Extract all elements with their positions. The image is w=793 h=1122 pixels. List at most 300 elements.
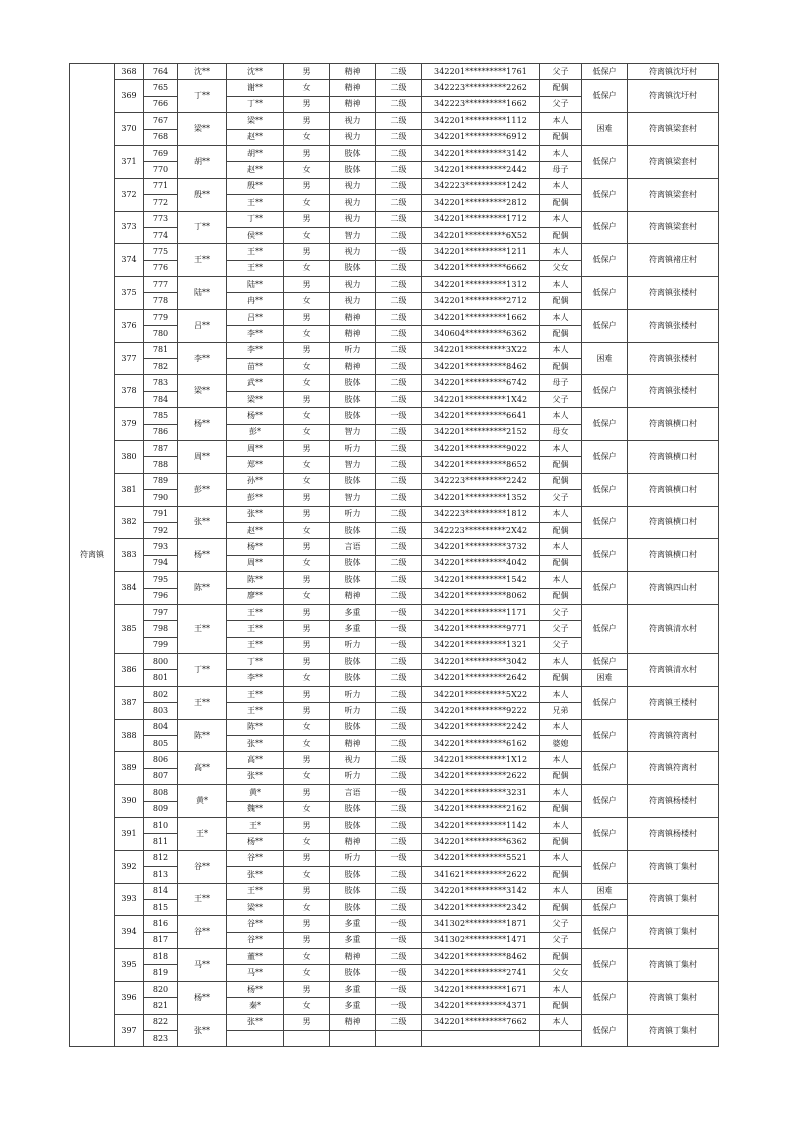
gender-cell: 男 [284, 850, 330, 866]
disability-level-cell: 二级 [376, 64, 422, 80]
relation-cell: 本人 [540, 277, 582, 293]
table-row [70, 850, 719, 866]
id-number-cell: 342201**********7662 [422, 1014, 540, 1030]
id-number-cell: 342201**********1671 [422, 981, 540, 997]
gender-cell: 男 [284, 64, 330, 80]
gender-cell: 男 [284, 244, 330, 260]
person-no-cell: 807 [144, 768, 178, 784]
member-name-cell: 马** [227, 965, 284, 981]
id-number-cell: 342201**********1171 [422, 604, 540, 620]
aid-type-cell: 低保户 [582, 949, 628, 982]
id-number-cell: 342201**********8462 [422, 949, 540, 965]
member-name-cell: 王** [227, 883, 284, 899]
member-name-cell: 黄* [227, 785, 284, 801]
household-head-cell: 梁** [178, 113, 227, 146]
member-name-cell: 谷** [227, 850, 284, 866]
household-no-cell: 377 [115, 342, 144, 375]
household-no-cell: 391 [115, 817, 144, 850]
household-head-cell: 殷** [178, 178, 227, 211]
id-number-cell: 342201**********5521 [422, 850, 540, 866]
gender-cell: 女 [284, 162, 330, 178]
village-cell: 符离镇张楼村 [628, 309, 719, 342]
gender-cell: 女 [284, 293, 330, 309]
gender-cell: 女 [284, 195, 330, 211]
person-no-cell: 788 [144, 457, 178, 473]
relation-cell: 配偶 [540, 998, 582, 1014]
disability-type-cell: 肢体 [330, 572, 376, 588]
gender-cell: 男 [284, 178, 330, 194]
id-number-cell: 342201**********5X22 [422, 686, 540, 702]
household-no-cell: 383 [115, 539, 144, 572]
disability-level-cell: 二级 [376, 801, 422, 817]
village-cell: 符离镇褚庄村 [628, 244, 719, 277]
member-name-cell: 梁** [227, 113, 284, 129]
member-name-cell: 周** [227, 440, 284, 456]
id-number-cell: 342201**********2712 [422, 293, 540, 309]
household-head-cell: 丁** [178, 211, 227, 244]
disability-level-cell: 二级 [376, 670, 422, 686]
relation-cell: 配偶 [540, 293, 582, 309]
disability-level-cell: 一级 [376, 244, 422, 260]
member-name-cell: 董** [227, 949, 284, 965]
member-name-cell: 周** [227, 555, 284, 571]
disability-type-cell: 听力 [330, 440, 376, 456]
table-row [70, 670, 719, 686]
person-no-cell: 787 [144, 440, 178, 456]
gender-cell: 男 [284, 506, 330, 522]
person-no-cell: 821 [144, 998, 178, 1014]
member-name-cell: 谷** [227, 916, 284, 932]
id-number-cell: 342201**********2342 [422, 899, 540, 915]
gender-cell: 女 [284, 736, 330, 752]
id-number-cell: 342201**********6X52 [422, 227, 540, 243]
household-head-cell: 杨** [178, 539, 227, 572]
disability-level-cell: 二级 [376, 277, 422, 293]
member-name-cell: 杨** [227, 981, 284, 997]
relation-cell: 配偶 [540, 555, 582, 571]
gender-cell: 男 [284, 113, 330, 129]
aid-type-cell: 困难 [582, 342, 628, 375]
disability-type-cell: 肢体 [330, 965, 376, 981]
household-head-cell: 王** [178, 244, 227, 277]
disability-type-cell: 肢体 [330, 670, 376, 686]
disability-level-cell: 二级 [376, 768, 422, 784]
gender-cell: 女 [284, 801, 330, 817]
disability-type-cell: 听力 [330, 506, 376, 522]
member-name-cell: 王** [227, 637, 284, 653]
disability-type-cell: 肢体 [330, 391, 376, 407]
gender-cell: 女 [284, 555, 330, 571]
person-no-cell: 774 [144, 227, 178, 243]
id-number-cell: 342201**********3142 [422, 145, 540, 161]
gender-cell: 女 [284, 949, 330, 965]
disability-type-cell: 视力 [330, 293, 376, 309]
id-number-cell: 342223**********2X42 [422, 522, 540, 538]
disability-level-cell: 一级 [376, 965, 422, 981]
disability-type-cell: 视力 [330, 178, 376, 194]
id-number-cell: 342201**********1761 [422, 64, 540, 80]
member-name-cell: 李** [227, 342, 284, 358]
person-no-cell: 769 [144, 145, 178, 161]
relation-cell [540, 1031, 582, 1047]
person-no-cell: 818 [144, 949, 178, 965]
village-cell: 符离镇梁套村 [628, 145, 719, 178]
relation-cell: 本人 [540, 752, 582, 768]
person-no-cell: 780 [144, 326, 178, 342]
village-cell: 符离镇梁套村 [628, 113, 719, 146]
disability-level-cell: 二级 [376, 113, 422, 129]
id-number-cell: 342201**********3042 [422, 654, 540, 670]
disability-type-cell: 肢体 [330, 162, 376, 178]
id-number-cell: 342201**********3X22 [422, 342, 540, 358]
gender-cell: 男 [284, 686, 330, 702]
household-head-cell: 张** [178, 506, 227, 539]
disability-level-cell: 一级 [376, 981, 422, 997]
relation-cell: 配偶 [540, 80, 582, 96]
id-number-cell [422, 1031, 540, 1047]
id-number-cell: 342223**********1812 [422, 506, 540, 522]
village-cell: 符离镇沈圩村 [628, 80, 719, 113]
relation-cell: 本人 [540, 145, 582, 161]
id-number-cell: 342201**********9022 [422, 440, 540, 456]
disability-level-cell: 二级 [376, 391, 422, 407]
person-no-cell: 792 [144, 522, 178, 538]
id-number-cell: 342201**********8652 [422, 457, 540, 473]
gender-cell: 男 [284, 572, 330, 588]
village-cell: 符离镇丁集村 [628, 850, 719, 883]
household-no-cell: 375 [115, 277, 144, 310]
village-cell: 符离镇王楼村 [628, 686, 719, 719]
disability-type-cell: 视力 [330, 129, 376, 145]
village-cell: 符离镇横口村 [628, 473, 719, 506]
person-no-cell: 819 [144, 965, 178, 981]
relation-cell: 本人 [540, 506, 582, 522]
disability-type-cell: 精神 [330, 834, 376, 850]
person-no-cell: 805 [144, 736, 178, 752]
person-no-cell: 781 [144, 342, 178, 358]
table-row [70, 817, 719, 833]
gender-cell: 男 [284, 932, 330, 948]
disability-type-cell: 精神 [330, 96, 376, 112]
person-no-cell: 814 [144, 883, 178, 899]
disability-level-cell: 二级 [376, 211, 422, 227]
disability-level-cell [376, 1031, 422, 1047]
id-number-cell: 342201**********1321 [422, 637, 540, 653]
relation-cell: 配偶 [540, 801, 582, 817]
person-no-cell: 804 [144, 719, 178, 735]
person-no-cell: 777 [144, 277, 178, 293]
gender-cell: 女 [284, 998, 330, 1014]
relation-cell: 本人 [540, 1014, 582, 1030]
member-name-cell: 殷** [227, 178, 284, 194]
disability-type-cell: 肢体 [330, 522, 376, 538]
gender-cell: 女 [284, 473, 330, 489]
person-no-cell: 786 [144, 424, 178, 440]
disability-type-cell: 肢体 [330, 145, 376, 161]
person-no-cell: 816 [144, 916, 178, 932]
disability-level-cell: 二级 [376, 654, 422, 670]
person-no-cell: 775 [144, 244, 178, 260]
household-head-cell: 高** [178, 752, 227, 785]
member-name-cell: 高** [227, 752, 284, 768]
disability-type-cell: 肢体 [330, 801, 376, 817]
household-no-cell: 381 [115, 473, 144, 506]
household-head-cell: 丁** [178, 654, 227, 687]
aid-type-cell: 低保户 [582, 375, 628, 408]
aid-type-cell: 低保户 [582, 506, 628, 539]
id-number-cell: 342223**********2242 [422, 473, 540, 489]
person-no-cell: 811 [144, 834, 178, 850]
aid-type-cell: 低保户 [582, 981, 628, 1014]
relation-cell: 配偶 [540, 227, 582, 243]
person-no-cell: 779 [144, 309, 178, 325]
table-row [70, 244, 719, 260]
member-name-cell: 杨** [227, 539, 284, 555]
disability-type-cell: 听力 [330, 686, 376, 702]
gender-cell: 男 [284, 145, 330, 161]
household-no-cell: 393 [115, 883, 144, 916]
id-number-cell: 342201**********9222 [422, 703, 540, 719]
gender-cell: 男 [284, 309, 330, 325]
gender-cell: 女 [284, 326, 330, 342]
gender-cell: 女 [284, 80, 330, 96]
village-cell: 符离镇横口村 [628, 506, 719, 539]
member-name-cell: 赵** [227, 129, 284, 145]
relation-cell: 配偶 [540, 359, 582, 375]
gender-cell: 男 [284, 883, 330, 899]
disability-level-cell: 二级 [376, 359, 422, 375]
village-cell: 符离镇丁集村 [628, 1014, 719, 1047]
disability-type-cell: 言语 [330, 785, 376, 801]
relation-cell: 本人 [540, 850, 582, 866]
gender-cell: 女 [284, 129, 330, 145]
household-no-cell: 369 [115, 80, 144, 113]
member-name-cell: 梁** [227, 391, 284, 407]
disability-level-cell: 二级 [376, 375, 422, 391]
disability-level-cell: 二级 [376, 899, 422, 915]
household-head-cell: 谷** [178, 850, 227, 883]
household-head-cell: 陈** [178, 719, 227, 752]
relation-cell: 本人 [540, 785, 582, 801]
household-no-cell: 394 [115, 916, 144, 949]
disability-type-cell: 听力 [330, 850, 376, 866]
person-no-cell: 791 [144, 506, 178, 522]
relation-cell: 本人 [540, 572, 582, 588]
gender-cell: 女 [284, 408, 330, 424]
person-no-cell: 798 [144, 621, 178, 637]
disability-level-cell: 二级 [376, 703, 422, 719]
village-cell: 符离镇张楼村 [628, 342, 719, 375]
aid-type-cell: 低保户 [582, 1014, 628, 1047]
member-name-cell: 苗** [227, 359, 284, 375]
disability-level-cell: 二级 [376, 506, 422, 522]
person-no-cell: 800 [144, 654, 178, 670]
disability-type-cell: 智力 [330, 424, 376, 440]
person-no-cell: 820 [144, 981, 178, 997]
id-number-cell: 342201**********2741 [422, 965, 540, 981]
village-cell: 符离镇杨楼村 [628, 817, 719, 850]
member-name-cell: 陆** [227, 277, 284, 293]
town-cell: 符离镇 [70, 64, 115, 1047]
relation-cell: 父女 [540, 965, 582, 981]
household-no-cell: 371 [115, 145, 144, 178]
member-name-cell: 张** [227, 506, 284, 522]
gender-cell: 女 [284, 588, 330, 604]
village-cell: 符离镇丁集村 [628, 883, 719, 916]
id-number-cell: 342201**********1312 [422, 277, 540, 293]
person-no-cell: 810 [144, 817, 178, 833]
person-no-cell: 823 [144, 1031, 178, 1047]
member-name-cell: 冉** [227, 293, 284, 309]
disability-type-cell: 视力 [330, 211, 376, 227]
table-row [70, 342, 719, 358]
person-no-cell: 817 [144, 932, 178, 948]
aid-type-cell: 低保户 [582, 916, 628, 949]
member-name-cell: 王** [227, 260, 284, 276]
relation-cell: 本人 [540, 440, 582, 456]
disability-type-cell: 智力 [330, 457, 376, 473]
id-number-cell: 342201**********1662 [422, 309, 540, 325]
disability-type-cell [330, 1031, 376, 1047]
id-number-cell: 342201**********4371 [422, 998, 540, 1014]
relation-cell: 本人 [540, 342, 582, 358]
member-name-cell: 张** [227, 867, 284, 883]
disability-level-cell: 二级 [376, 588, 422, 604]
aid-type-cell: 困难 [582, 883, 628, 899]
disability-level-cell: 二级 [376, 178, 422, 194]
aid-type-cell: 低保户 [582, 817, 628, 850]
member-name-cell: 梁** [227, 899, 284, 915]
id-number-cell: 342223**********1662 [422, 96, 540, 112]
person-no-cell: 785 [144, 408, 178, 424]
relation-cell: 配偶 [540, 129, 582, 145]
relation-cell: 配偶 [540, 473, 582, 489]
village-cell: 符离镇梁套村 [628, 211, 719, 244]
household-head-cell: 沈** [178, 64, 227, 80]
id-number-cell: 342201**********1211 [422, 244, 540, 260]
id-number-cell: 342201**********1112 [422, 113, 540, 129]
household-head-cell: 马** [178, 949, 227, 982]
member-name-cell: 沈** [227, 64, 284, 80]
disability-level-cell: 一级 [376, 637, 422, 653]
id-number-cell: 342201**********6641 [422, 408, 540, 424]
disability-type-cell: 多重 [330, 998, 376, 1014]
relation-cell: 配偶 [540, 949, 582, 965]
disability-level-cell: 二级 [376, 555, 422, 571]
table-row [70, 80, 719, 96]
disability-level-cell: 二级 [376, 752, 422, 768]
village-cell: 符离镇沈圩村 [628, 64, 719, 80]
gender-cell: 女 [284, 834, 330, 850]
member-name-cell: 王** [227, 621, 284, 637]
member-name-cell: 胡** [227, 145, 284, 161]
gender-cell: 女 [284, 899, 330, 915]
gender-cell: 女 [284, 719, 330, 735]
person-no-cell: 793 [144, 539, 178, 555]
disability-level-cell: 二级 [376, 309, 422, 325]
household-no-cell: 380 [115, 440, 144, 473]
member-name-cell: 张** [227, 1014, 284, 1030]
disability-level-cell: 一级 [376, 604, 422, 620]
person-no-cell: 770 [144, 162, 178, 178]
household-no-cell: 387 [115, 686, 144, 719]
disability-type-cell: 精神 [330, 326, 376, 342]
disability-level-cell: 二级 [376, 473, 422, 489]
village-cell: 符离镇丁集村 [628, 981, 719, 1014]
gender-cell: 男 [284, 490, 330, 506]
household-no-cell: 370 [115, 113, 144, 146]
disability-level-cell: 二级 [376, 817, 422, 833]
disability-level-cell: 一级 [376, 916, 422, 932]
person-no-cell: 784 [144, 391, 178, 407]
disability-type-cell: 肢体 [330, 654, 376, 670]
gender-cell: 男 [284, 637, 330, 653]
member-name-cell: 丁** [227, 654, 284, 670]
village-cell: 符离镇张楼村 [628, 375, 719, 408]
disability-type-cell: 精神 [330, 736, 376, 752]
disability-type-cell: 肢体 [330, 473, 376, 489]
household-head-cell: 杨** [178, 981, 227, 1014]
id-number-cell: 342201**********2812 [422, 195, 540, 211]
household-head-cell: 王* [178, 817, 227, 850]
household-no-cell: 385 [115, 604, 144, 653]
relation-cell: 配偶 [540, 457, 582, 473]
household-no-cell: 395 [115, 949, 144, 982]
household-no-cell: 379 [115, 408, 144, 441]
table-row [70, 408, 719, 424]
disability-level-cell: 二级 [376, 949, 422, 965]
disability-level-cell: 二级 [376, 719, 422, 735]
relation-cell: 本人 [540, 244, 582, 260]
gender-cell: 男 [284, 981, 330, 997]
id-number-cell: 342201**********6912 [422, 129, 540, 145]
household-head-cell: 胡** [178, 145, 227, 178]
table-row [70, 572, 719, 588]
member-name-cell: 王* [227, 817, 284, 833]
person-no-cell: 773 [144, 211, 178, 227]
person-no-cell: 797 [144, 604, 178, 620]
table-row [70, 64, 719, 80]
person-no-cell: 802 [144, 686, 178, 702]
person-no-cell: 766 [144, 96, 178, 112]
household-no-cell: 390 [115, 785, 144, 818]
disability-type-cell: 视力 [330, 113, 376, 129]
id-number-cell: 342201**********1712 [422, 211, 540, 227]
aid-type-cell: 低保户 [582, 244, 628, 277]
member-name-cell: 张** [227, 736, 284, 752]
relation-cell: 本人 [540, 817, 582, 833]
disability-level-cell: 二级 [376, 867, 422, 883]
relation-cell: 母女 [540, 424, 582, 440]
relation-cell: 本人 [540, 981, 582, 997]
person-no-cell: 794 [144, 555, 178, 571]
disability-type-cell: 听力 [330, 768, 376, 784]
person-no-cell: 801 [144, 670, 178, 686]
id-number-cell: 342201**********2162 [422, 801, 540, 817]
village-cell: 符离镇梁套村 [628, 178, 719, 211]
person-no-cell: 813 [144, 867, 178, 883]
aid-type-cell: 低保户 [582, 654, 628, 670]
household-head-cell: 彭** [178, 473, 227, 506]
member-name-cell: 武** [227, 375, 284, 391]
household-head-cell: 王** [178, 883, 227, 916]
disability-type-cell: 精神 [330, 949, 376, 965]
member-name-cell: 陈** [227, 572, 284, 588]
gender-cell: 男 [284, 621, 330, 637]
gender-cell: 女 [284, 965, 330, 981]
person-no-cell: 809 [144, 801, 178, 817]
disability-level-cell: 二级 [376, 326, 422, 342]
